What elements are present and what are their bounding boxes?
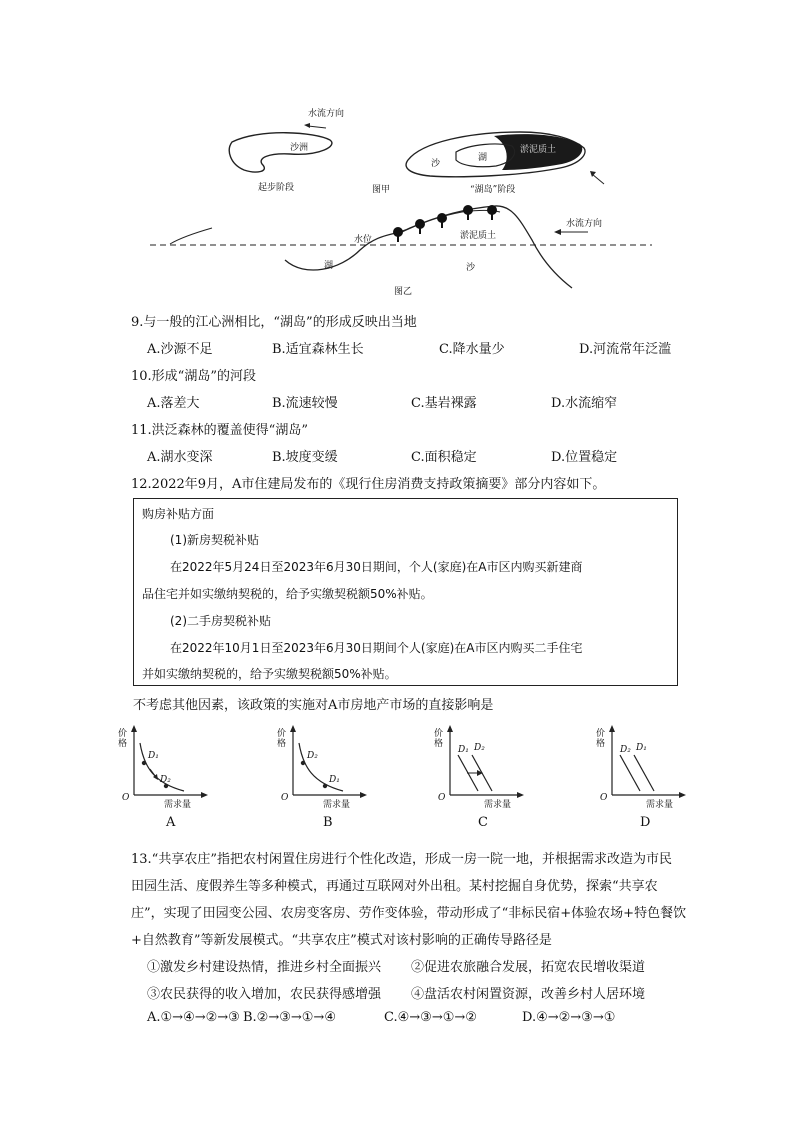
question-13-line1: 13.“共享农庄”指把农村闲置住房进行个性化改造，形成一房一院一地，并根据需求改造为市民 <box>131 852 672 867</box>
graph-a-letter: A <box>166 815 176 830</box>
q10-option-d[interactable]: D.水流缩窄 <box>551 396 618 411</box>
graph-b-y-label: 价格 <box>277 729 287 749</box>
graph-b-letter: B <box>323 815 333 830</box>
q13-item-4: ④盘活农村闲置资源，改善乡村人居环境 <box>411 987 646 1002</box>
stage2-label: “湖岛”阶段 <box>470 185 516 195</box>
policy-item2-title: (2)二手房契税补贴 <box>170 614 271 628</box>
stage1-label: 起步阶段 <box>258 183 295 193</box>
graph-d-d-second: D₁ <box>636 743 647 753</box>
graph-d[interactable] <box>596 725 686 835</box>
geography-figure <box>140 109 660 300</box>
graph-a-origin: O <box>122 793 130 803</box>
q13-item-3: ③农民获得的收入增加，农民获得感增强 <box>147 987 382 1002</box>
q9-option-c[interactable]: C.降水量少 <box>439 342 505 357</box>
mud-label-bottom: 淤泥质土 <box>460 231 497 241</box>
graph-a-y-label: 价格 <box>118 729 128 749</box>
graph-b-d-second: D₁ <box>329 775 340 785</box>
q13-option-b[interactable]: B.②→③→①→④ <box>243 1010 336 1025</box>
policy-item1-title: (1)新房契税补贴 <box>170 533 259 547</box>
question-13-line4: +自然教育”等新发展模式。“共享农庄”模式对该村影响的正确传导路径是 <box>131 933 552 948</box>
graph-d-letter: D <box>640 815 651 830</box>
graph-c-origin: O <box>438 793 446 803</box>
q10-option-a[interactable]: A.落差大 <box>147 396 200 411</box>
q13-option-c[interactable]: C.④→③→①→② <box>384 1010 477 1025</box>
graph-a-d-first: D₁ <box>148 751 159 761</box>
q11-option-d[interactable]: D.位置稳定 <box>551 450 618 465</box>
q9-option-b[interactable]: B.适宜森林生长 <box>272 342 364 357</box>
figure-drawing <box>140 120 660 300</box>
question-11-stem: 11.洪泛森林的覆盖使得“湖岛” <box>131 423 308 438</box>
q11-option-b[interactable]: B.坡度变缓 <box>272 450 338 465</box>
graph-c-x-label: 需求量 <box>484 800 512 810</box>
figure-a-label: 图甲 <box>372 185 391 195</box>
graph-a[interactable] <box>118 725 208 835</box>
graph-c-y-label: 价格 <box>434 729 444 749</box>
graph-a-x-label: 需求量 <box>164 800 192 810</box>
q13-item-2: ②促进农旅融合发展，拓宽农民增收渠道 <box>411 960 646 975</box>
policy-item2-line1: 在2022年10月1日至2023年6月30日期间个人(家庭)在A市区内购买二手住宅 <box>170 641 583 655</box>
graph-d-x-label: 需求量 <box>646 800 674 810</box>
graph-d-d-first: D₂ <box>620 745 631 755</box>
question-13-line2: 田园生活、度假养生等多种模式，再通过互联网对外出租。某村挖掘自身优势，探索“共享农 <box>131 879 658 894</box>
q11-option-a[interactable]: A.湖水变深 <box>147 450 213 465</box>
question-12-stem: 12.2022年9月，A市住建局发布的《现行住房消费支持政策摘要》部分内容如下。 <box>131 477 606 492</box>
question-13-line3: 庄”，实现了田园变公园、农房变客房、劳作变体验，带动形成了“非标民宿+体验农场+特色餐饮 <box>131 906 687 921</box>
q10-option-c[interactable]: C.基岩裸露 <box>411 396 477 411</box>
flow-direction-label-top: 水流方向 <box>308 109 345 119</box>
policy-item1-line1: 在2022年5月24日至2023年6月30日期间，个人(家庭)在A市区内购买新建商 <box>170 560 583 574</box>
q13-item-1: ①激发乡村建设热情，推进乡村全面振兴 <box>147 960 382 975</box>
policy-item2-line2: 并如实缴纳契税的，给予实缴契税额50%补贴。 <box>142 667 397 681</box>
graph-d-origin: O <box>600 793 608 803</box>
lake-label: 湖 <box>478 153 488 163</box>
graph-c-d-second: D₂ <box>474 743 485 753</box>
flow-direction-label-bottom: 水流方向 <box>566 219 603 229</box>
question-10-stem: 10.形成“湖岛”的河段 <box>131 369 256 384</box>
figure-b-label: 图乙 <box>394 287 413 297</box>
sandbar-label: 沙洲 <box>290 143 309 153</box>
sand-label: 沙 <box>431 159 441 169</box>
graph-c-letter: C <box>478 815 488 830</box>
q13-option-d[interactable]: D.④→②→③→① <box>522 1010 616 1025</box>
graph-b[interactable] <box>277 725 367 835</box>
q9-option-a[interactable]: A.沙源不足 <box>147 342 213 357</box>
question-9-stem: 9.与一般的江心洲相比，“湖岛”的形成反映出当地 <box>131 315 417 330</box>
policy-item1-line2: 品住宅并如实缴纳契税的，给予实缴契税额50%补贴。 <box>142 587 433 601</box>
graph-a-d-second: D₂ <box>160 775 171 785</box>
q10-option-b[interactable]: B.流速较慢 <box>272 396 338 411</box>
graph-c[interactable] <box>434 725 524 835</box>
mud-label-top: 淤泥质土 <box>520 145 557 155</box>
policy-box <box>133 498 678 686</box>
q9-option-d[interactable]: D.河流常年泛滥 <box>579 342 672 357</box>
graph-b-origin: O <box>281 793 289 803</box>
lake-label-b: 湖 <box>324 261 334 271</box>
graph-b-d-first: D₂ <box>307 751 318 761</box>
sand-label-b: 沙 <box>466 263 476 273</box>
water-level-label: 水位 <box>354 235 373 245</box>
graph-c-d-first: D₁ <box>458 745 469 755</box>
graph-d-y-label: 价格 <box>596 729 606 749</box>
q13-option-a[interactable]: A.①→④→②→③ <box>147 1010 240 1025</box>
question-12-prompt: 不考虑其他因素，该政策的实施对A市房地产市场的直接影响是 <box>133 698 494 713</box>
graph-b-x-label: 需求量 <box>323 800 351 810</box>
q11-option-c[interactable]: C.面积稳定 <box>411 450 477 465</box>
policy-heading: 购房补贴方面 <box>142 507 215 521</box>
